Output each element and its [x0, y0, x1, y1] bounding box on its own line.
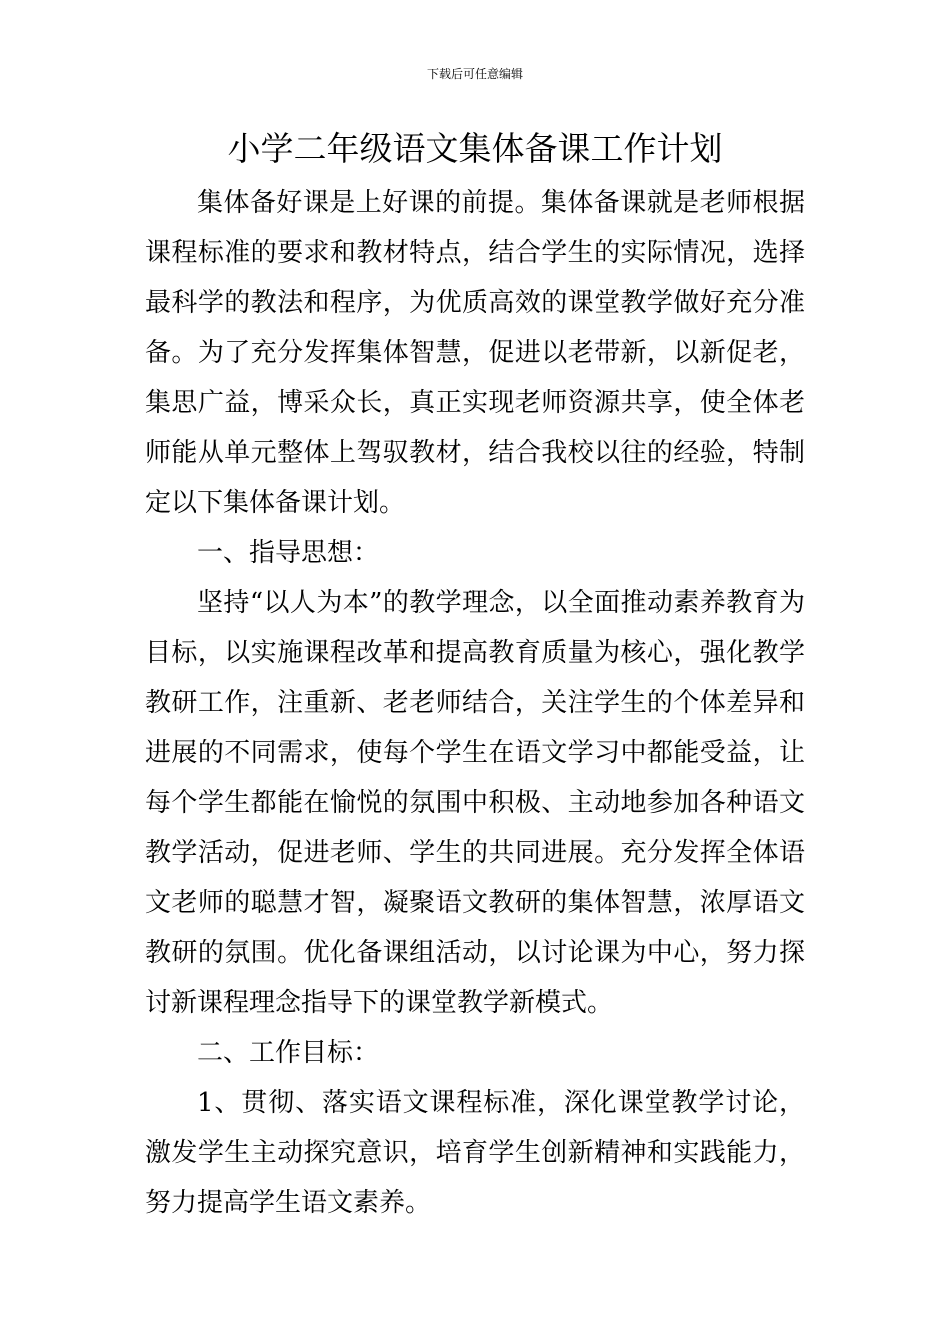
document-title: 小学二年级语文集体备课工作计划 [227, 129, 723, 168]
guiding-thought-paragraph: 坚持“以人为本”的教学理念，以全面推动素养教育为目标，以实施课程改革和提高教育质量为核心，强化教学教研工作，注重新、老老师结合，关注学生的个体差异和进展的不同需求，使每个学生在语文学习中都能受益，让每个学生都能在愉悦的氛围中积极、主动地参加各种语文教学活动，促进老师、学生的共同进展。充分发挥全体语文老师的聪慧才智，凝聚语文教研的集体智慧，浓厚语文教研的氛围。优化备课组活动，以讨论课为中心，努力探讨新课程理念指导下的课堂教学新模式。 [145, 588, 805, 1018]
header-note: 下载后可任意编辑 [426, 67, 523, 81]
intro-paragraph: 集体备好课是上好课的前提。集体备课就是老师根据课程标准的要求和教材特点，结合学生的实际情况，选择最科学的教法和程序，为优质高效的课堂教学做好充分准备。为了充分发挥集体智慧，促进以老带新，以新促老，集思广益，博采众长，真正实现老师资源共享，使全体老师能从单元整体上驾驭教材，结合我校以往的经验，特制定以下集体备课计划。 [145, 188, 805, 518]
section-heading-work-goals: 二、工作目标： [197, 1038, 380, 1068]
document-body [145, 178, 805, 1228]
section-heading-guiding-thought: 一、指导思想： [197, 538, 380, 568]
work-goal-item-1: 1、贯彻、落实语文课程标准，深化课堂教学讨论，激发学生主动探究意识，培育学生创新精神和实践能力，努力提高学生语文素养。 [145, 1088, 805, 1218]
